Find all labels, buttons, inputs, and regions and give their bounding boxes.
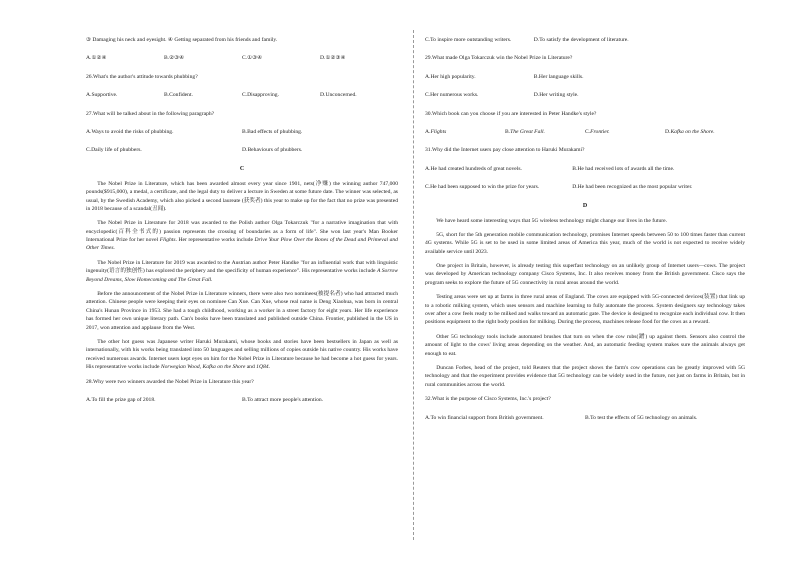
passage-c-paragraph-4: Before the announcement of the Nobel Prize in Literature winners, there were also two nominees(被提名者) who had attracted much attention. Chinese people were keeping their eyes on nominee Can Xue. Can Xue, whose real name is Deng Xiaohua, was born in central China's Hunan Province in 1953. She had a tough childhood, working as a worker in a street factory for eight years. Her life experience has formed her own unique literary path. Can's books have been translated and published outside China. Frontier, published in the US in 2017, won attention and applause from the West. <box>86 291 398 331</box>
book-title: A Sorrow Beyond Dreams, Slow Homecoming and The Great Fall. <box>86 268 398 283</box>
q26-option-d[interactable]: D.Unconcerned. <box>320 92 357 99</box>
section-d-heading: D <box>582 202 588 209</box>
passage-c-paragraph-1: The Nobel Prize in Literature, which has been awarded almost every year since 1901, nets(净赚) the winning author 747,000 pounds($915,000), a medal, a certificate, and the legal duty to deliver a lecture in Sweden at some future date. The winner was selected, as usual, by the Swedish Academy, which also picked a second laureate (获奖者) this year to make up for the fact that no prize was presented in 2018 because of a scandal(丑闻). <box>86 180 398 212</box>
q27-stem: 27.What will be talked about in the following paragraph? <box>86 110 215 117</box>
q29-stem: 29.What made Olga Tokarczuk win the Nobel Prize in Literature? <box>425 55 573 62</box>
section-c-heading: C <box>239 165 245 172</box>
q26-stem: 26.What's the author's attitude towards phubbing? <box>86 73 198 80</box>
book-title: Norwegian Wood, Kafka on the Shore <box>160 364 246 371</box>
passage-c-paragraph-3: The Nobel Prize in Literature for 2019 was awarded to the Austrian author Peter Handke "for an influential work that with linguistic ingenuity(语言的独创性) has explored the periphery and the specificity of human experience". His representative works include A Sorrow Beyond Dreams, Slow Homecoming and The Great Fall. <box>86 259 398 283</box>
q32-option-a[interactable]: A.To win financial support from British government. <box>425 414 544 421</box>
q25-option-d[interactable]: D.①②③④ <box>320 55 346 62</box>
book-title: Flights <box>159 237 176 244</box>
q30-option-b[interactable]: B.The Great Fall. <box>505 128 545 135</box>
q27-option-b[interactable]: B.Bad effects of phubbing. <box>242 128 303 135</box>
q27-option-a[interactable]: A.Ways to avoid the risks of phubbing. <box>86 128 174 135</box>
q28-option-c[interactable]: C.To inspire more outstanding writers. <box>425 37 512 43</box>
q31-stem: 31.Why did the Internet users pay close attention to Haruki Murakami? <box>425 147 585 154</box>
q27-options-row2 <box>86 146 398 154</box>
q30-option-d[interactable]: D.Kafka on the Shore. <box>665 128 715 135</box>
q25-option-a[interactable]: A.①②④ <box>86 55 107 62</box>
q28-options <box>86 396 398 404</box>
q29-option-c[interactable]: C.Her numerous works. <box>425 92 479 99</box>
q31-options-row2 <box>425 183 745 191</box>
q31-option-c[interactable]: C.He had been supposed to win the prize for years. <box>425 184 540 191</box>
q30-option-c[interactable]: C.Frontier. <box>585 128 610 135</box>
q25-options <box>86 54 398 62</box>
q32-options <box>425 414 745 422</box>
q28-option-a[interactable]: A.To fill the prize gap of 2018. <box>86 396 156 403</box>
column-divider <box>413 30 414 540</box>
q27-option-d[interactable]: D.Behaviours of phubbers. <box>242 147 303 154</box>
passage-c-paragraph-5: The other hot guess was Japanese writer Haruki Murakami, whose books and stories have been bestsellers in Japan as well as internationally, with his works being translated into 50 languages and selling millions of copies outside his native country. His works have received numerous awards. Internet users kept eyes on him for the Nobel Prize in Literature because he had become a hot guess for years. His representative works include Norwegian Wood, Kafka on the Shore and 1Q84. <box>86 338 398 371</box>
q26-option-b[interactable]: B.Confident. <box>164 92 193 99</box>
left-column <box>86 36 398 414</box>
q28-option-b[interactable]: B.To attract more people's attention. <box>242 396 324 403</box>
q32-option-b[interactable]: B.To test the effects of 5G technology on animals. <box>585 414 698 421</box>
q28-stem: 28.Why were two winners awarded the Nobel Prize in Literature this year? <box>86 378 254 385</box>
passage-d-paragraph-1: We have heard some interesting ways that 5G wireless technology might change our lives in the future. <box>436 217 668 224</box>
q29-options-row1 <box>425 73 745 81</box>
q29-option-a[interactable]: A.Her high popularity. <box>425 73 476 80</box>
q26-option-c[interactable]: C.Disapproving. <box>242 92 279 99</box>
q31-option-a[interactable]: A.He had created hundreds of great novels. <box>425 165 522 172</box>
passage-d-paragraph-6: Duncan Forbes, head of the project, told Reuters that the project shows the farm's cow operations can be greatly improved with 5G technology and that the experiment provides evidence that 5G technology can be widely used in the future, not just on farms in Britain, but in rural communities across the world. <box>425 364 745 388</box>
q29-option-b[interactable]: B.Her language skills. <box>533 73 584 80</box>
q31-option-b[interactable]: B.He had received lots of awards all the time. <box>572 165 675 172</box>
passage-d-paragraph-5: Other 5G technology tools include automated brushes that turn on when the cow rubs(蹭) up against them. Sensors also control the amount of light to the cows' living areas depending on the weather. And, an automatic feeding system makes sure the animals always get enough to eat. <box>425 333 745 357</box>
book-title: Drive Your Plow Over the Bones of the Dead and Primeval and Other Times. <box>86 237 398 252</box>
passage-d-paragraph-2: 5G, short for the 5th generation mobile communication technology, promises Internet speeds between 50 to 100 times faster than current 4G systems. While 5G is set to be used in some limited areas of America this year, much of the world is not expected to receive widely available service until 2023. <box>425 231 745 255</box>
q26-option-a[interactable]: A.Supportive. <box>86 92 118 99</box>
q25-tail: ③ Damaging his neck and eyesight. ④ Getting separated from his friends and family. <box>86 37 278 43</box>
q29-options-row2 <box>425 91 745 99</box>
passage-d-paragraph-3: One project in Britain, however, is already testing this superfast technology on an unlikely group of Internet users—cows. The project was developed by American technology company Cisco Systems, Inc. It also receives money from the British government. Cisco says the program seeks to explore the future of 5G connectivity in rural areas around the world. <box>425 263 745 286</box>
q27-options-row1 <box>86 128 398 136</box>
q25-option-c[interactable]: C.①③④ <box>242 55 263 62</box>
q30-stem: 30.Which book can you choose if you are interested in Peter Handke's style? <box>425 110 597 117</box>
q30-options <box>425 128 745 136</box>
q29-option-d[interactable]: D.Her writing style. <box>533 92 579 99</box>
q27-option-c[interactable]: C.Daily life of phubbers. <box>86 147 142 154</box>
q31-options-row1 <box>425 165 745 173</box>
q31-option-d[interactable]: D.He had been recognized as the most popular writer. <box>572 184 693 191</box>
passage-d-paragraph-4: Testing areas were set up at farms in three rural areas of England. The cows are equipped with 5G-connected devices(装置) that link up to a robotic milking system, which uses sensors and machine learning to fully automate the process. System designers say technology takes over after a cow feels ready to be milked and walks toward an automatic gate. The device is designed to recognize each individual cow. It then positions equipment to the right body position for milking. During the process, machines release food for the cows as a reward. <box>425 294 745 326</box>
q28-option-d[interactable]: D.To satisfy the development of literature. <box>533 37 629 43</box>
q26-options <box>86 91 398 99</box>
passage-c-paragraph-2: The Nobel Prize in Literature for 2018 was awarded to the Polish author Olga Tokarczuk "for a narrative imagination that with encyclopedic(百科全书式的) passion represents the crossing of boundaries as a form of life". She won last year's Man Booker International Prize for her novel Flights. Her representative works include Drive Your Plow Over the Bones of the Dead and Primeval and Other Times. <box>86 220 398 252</box>
q30-option-a[interactable]: A.Flights <box>425 128 447 135</box>
q28-options-cont <box>425 36 745 44</box>
book-title: 1Q84. <box>256 364 271 371</box>
q32-stem: 32.What is the purpose of Cisco Systems, Inc.'s project? <box>425 396 551 403</box>
right-column <box>425 36 745 432</box>
q25-option-b[interactable]: B.②③④ <box>164 55 185 62</box>
